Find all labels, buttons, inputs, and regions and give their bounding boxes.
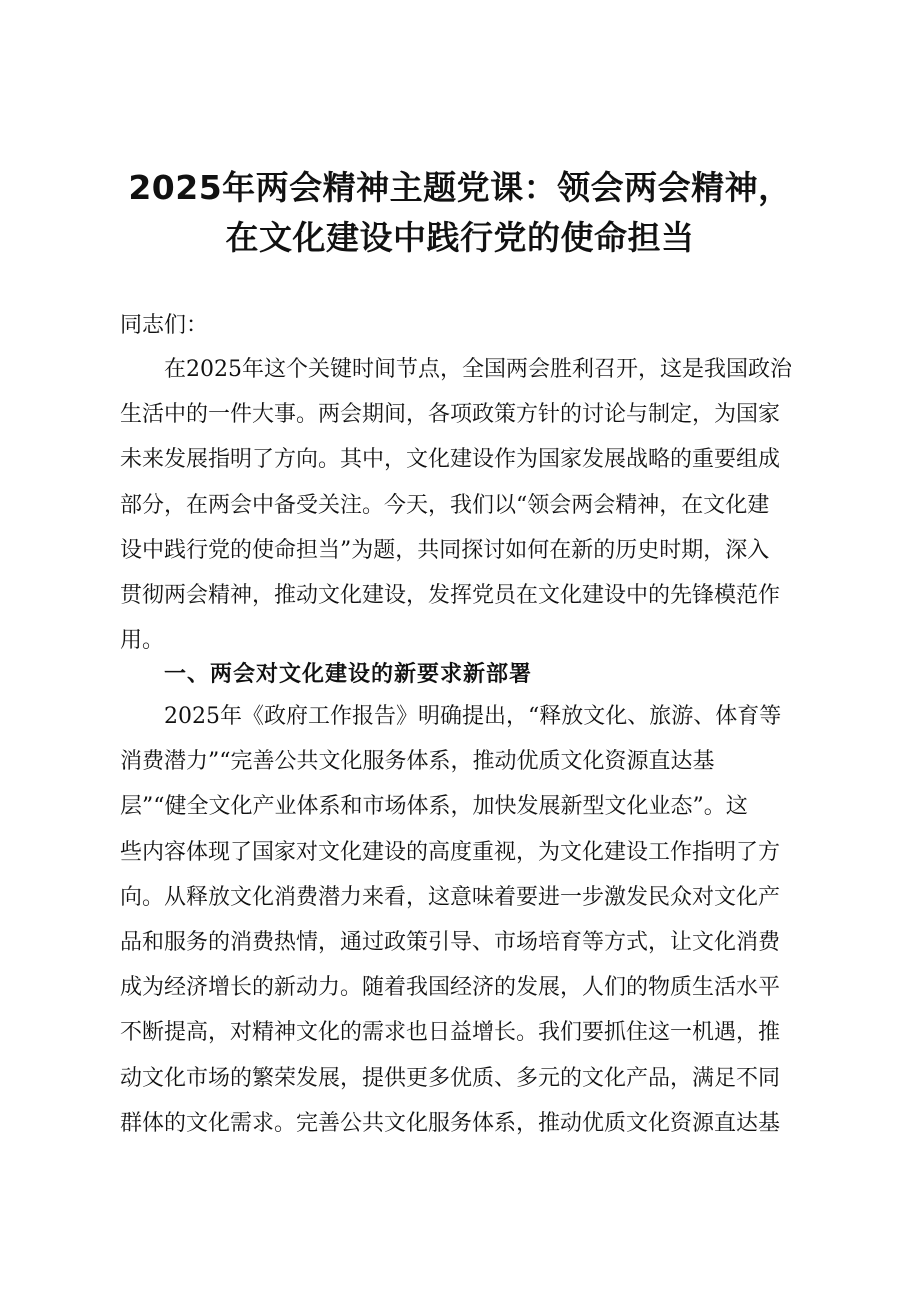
- paragraph-line: 些内容体现了国家对文化建设的高度重视，为文化建设工作指明了方: [120, 839, 781, 865]
- paragraph-line: 消费潜力”“完善公共文化服务体系，推动优质文化资源直达基: [120, 749, 715, 775]
- paragraph-line: 生活中的一件大事。两会期间，各项政策方针的讨论与制定，为国家: [120, 402, 781, 428]
- paragraph-line: 成为经济增长的新动力。随着我国经济的发展，人们的物质生活水平: [120, 975, 781, 1001]
- paragraph-line: 贯彻两会精神，推动文化建设，发挥党员在文化建设中的先锋模范作: [120, 583, 781, 609]
- paragraph-1: [120, 347, 820, 663]
- paragraph-line: 部分，在两会中备受关注。今天，我们以“领会两会精神，在文化建: [120, 492, 770, 518]
- paragraph-line: 未来发展指明了方向。其中，文化建设作为国家发展战略的重要组成: [120, 447, 781, 473]
- paragraph-line: 品和服务的消费热情，通过政策引导、市场培育等方式，让文化消费: [120, 930, 781, 956]
- paragraph-line: 动文化市场的繁荣发展，提供更多优质、多元的文化产品，满足不同: [120, 1065, 781, 1091]
- paragraph-line: 不断提高，对精神文化的需求也日益增长。我们要抓住这一机遇，推: [120, 1020, 781, 1046]
- paragraph-line: 用。: [120, 628, 165, 654]
- paragraph-line: 群体的文化需求。完善公共文化服务体系，推动优质文化资源直达基: [120, 1110, 781, 1136]
- document-title-line-1: 2025年两会精神主题党课：领会两会精神，: [128, 168, 792, 207]
- section-heading: 一、两会对文化建设的新要求新部署: [164, 661, 533, 687]
- document-title-line-2: 在文化建设中践行党的使命担当: [225, 218, 695, 257]
- paragraph-line: 2025年《政府工作报告》明确提出，“释放文化、旅游、体育等: [164, 704, 782, 729]
- paragraph-line: 层”“健全文化产业体系和市场体系，加快发展新型文化业态”。这: [120, 794, 748, 820]
- paragraph-2: [120, 694, 820, 1146]
- paragraph-line: 设中践行党的使命担当”为题，共同探讨如何在新的历史时期，深入: [120, 537, 770, 563]
- salutation: 同志们：: [120, 313, 209, 338]
- paragraph-line: 向。从释放文化消费潜力来看，这意味着要进一步激发民众对文化产: [120, 884, 781, 910]
- paragraph-line: 在2025年这个关键时间节点，全国两会胜利召开，这是我国政治: [164, 357, 792, 382]
